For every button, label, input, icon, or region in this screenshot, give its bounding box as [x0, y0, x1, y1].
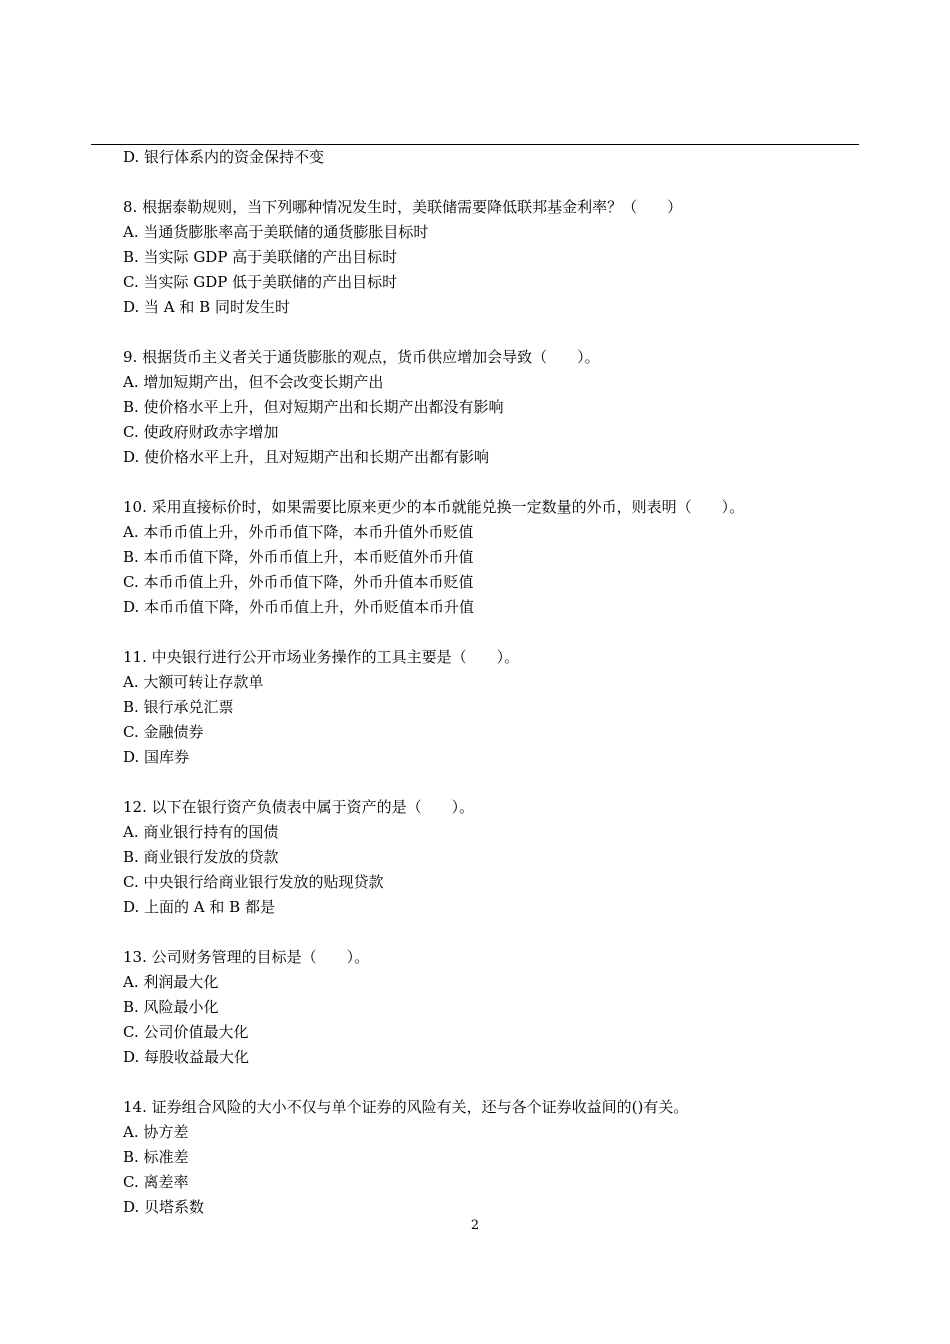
leading-option: D. 银行体系内的资金保持不变 [123, 148, 325, 166]
question-stem: 11. 中央银行进行公开市场业务操作的工具主要是（ ）。 [123, 648, 520, 666]
question-option: D. 每股收益最大化 [123, 1048, 250, 1066]
question-block [123, 495, 853, 620]
question-option: D. 本币币值下降，外币币值上升，外币贬值本币升值 [123, 598, 475, 616]
document-body [123, 145, 853, 1220]
question-stem: 8. 根据泰勒规则，当下列哪种情况发生时，美联储需要降低联邦基金利率？（ ） [123, 198, 683, 216]
question-option: C. 公司价值最大化 [123, 1023, 249, 1041]
question-option: B. 本币币值下降，外币币值上升，本币贬值外币升值 [123, 548, 474, 566]
question-option: A. 协方差 [123, 1123, 189, 1141]
question-stem: 14. 证券组合风险的大小不仅与单个证券的风险有关，还与各个证券收益间的()有关。 [123, 1098, 689, 1116]
question-option: A. 大额可转让存款单 [123, 673, 264, 691]
spacer [123, 320, 853, 345]
page-number: 2 [470, 1218, 480, 1233]
spacer [123, 920, 853, 945]
question-option: D. 当 A 和 B 同时发生时 [123, 298, 290, 316]
spacer [123, 620, 853, 645]
question-option: D. 国库券 [123, 748, 190, 766]
question-option: D. 贝塔系数 [123, 1198, 205, 1216]
spacer [123, 770, 853, 795]
question-stem: 9. 根据货币主义者关于通货膨胀的观点，货币供应增加会导致（ ）。 [123, 348, 600, 366]
question-block [123, 795, 853, 920]
question-option: A. 商业银行持有的国债 [123, 823, 279, 841]
question-option: C. 当实际 GDP 低于美联储的产出目标时 [123, 273, 398, 291]
question-option: A. 当通货膨胀率高于美联储的通货膨胀目标时 [123, 223, 429, 241]
question-option: C. 金融债券 [123, 723, 204, 741]
question-stem: 13. 公司财务管理的目标是（ ）。 [123, 948, 370, 966]
question-block [123, 1095, 853, 1220]
question-option: C. 使政府财政赤字增加 [123, 423, 279, 441]
question-option: D. 使价格水平上升，且对短期产出和长期产出都有影响 [123, 448, 490, 466]
question-option: B. 商业银行发放的贷款 [123, 848, 279, 866]
question-option: C. 中央银行给商业银行发放的贴现贷款 [123, 873, 384, 891]
question-option: B. 当实际 GDP 高于美联储的产出目标时 [123, 248, 398, 266]
question-option: B. 银行承兑汇票 [123, 698, 234, 716]
spacer [123, 470, 853, 495]
question-option: B. 使价格水平上升，但对短期产出和长期产出都没有影响 [123, 398, 504, 416]
question-block [123, 645, 853, 770]
question-option: D. 上面的 A 和 B 都是 [123, 898, 275, 916]
question-option: B. 标准差 [123, 1148, 189, 1166]
question-block [123, 195, 853, 320]
question-block [123, 945, 853, 1070]
question-option: A. 利润最大化 [123, 973, 219, 991]
question-stem: 10. 采用直接标价时，如果需要比原来更少的本币就能兑换一定数量的外币，则表明（ ）。 [123, 498, 745, 516]
question-option: C. 本币币值上升，外币币值下降，外币升值本币贬值 [123, 573, 474, 591]
question-option: C. 离差率 [123, 1173, 189, 1191]
question-option: B. 风险最小化 [123, 998, 219, 1016]
question-option: A. 增加短期产出，但不会改变长期产出 [123, 373, 384, 391]
spacer [123, 1070, 853, 1095]
question-option: A. 本币币值上升，外币币值下降，本币升值外币贬值 [123, 523, 474, 541]
spacer [123, 170, 853, 195]
question-stem: 12. 以下在银行资产负债表中属于资产的是（ ）。 [123, 798, 475, 816]
question-block [123, 345, 853, 470]
